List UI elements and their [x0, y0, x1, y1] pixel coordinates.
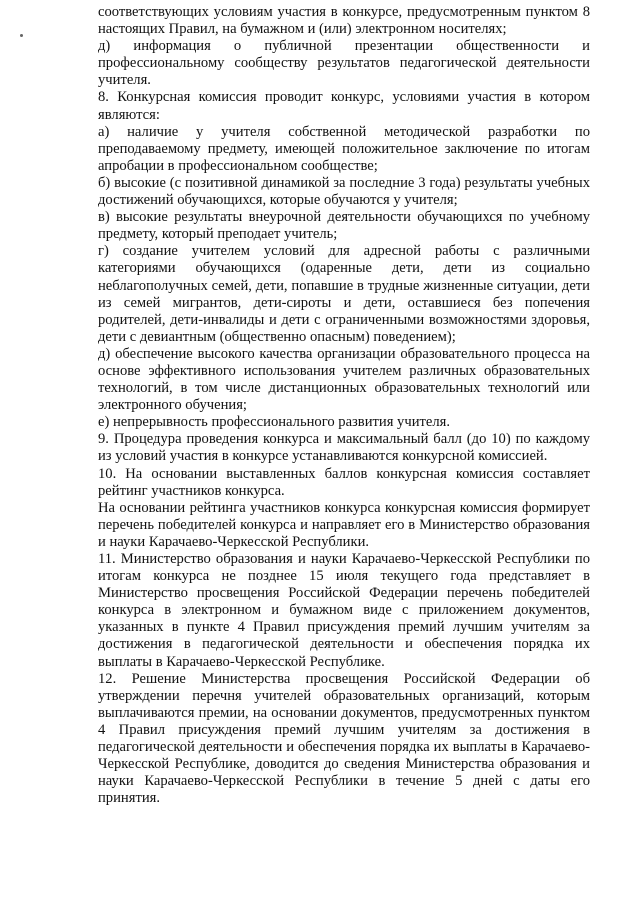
- paragraph-item-v: в) высокие результаты внеурочной деятельности обучающихся по учебному предмету, который преподает учитель;: [98, 209, 590, 243]
- paragraph-8: 8. Конкурсная комиссия проводит конкурс, условиями участия в котором являются:: [98, 89, 590, 123]
- paragraph-11: 11. Министерство образования и науки Карачаево-Черкесской Республики по итогам конкурса не позднее 15 июля текущего года представляет в Министерство просвещения Российской Федерации перечень победителей конкурса в электронном и бумажном виде с приложением документов, указанных в пункте 4 Правил присуждения премий лучшим учителям за достижения в педагогической деятельности и обеспечения порядка их выплаты в Карачаево-Черкесской Республике.: [98, 551, 590, 670]
- paragraph-continuation: соответствующих условиям участия в конкурсе, предусмотренным пунктом 8 настоящих Правил, на бумажном и (или) электронном носителях;: [98, 4, 590, 38]
- paragraph-item-e: е) непрерывность профессионального развития учителя.: [98, 414, 451, 431]
- paragraph-12: 12. Решение Министерства просвещения Российской Федерации об утверждении перечня учителей образовательных организаций, которым выплачиваются премии, на основании документов, предусмотренных пунктом 4 Правил присуждения премий лучшим учителям за достижения в педагогической деятельности и обеспечения порядка их выплаты в Карачаево-Черкесской Республике, доводится до сведения Министерства образования и науки Карачаево-Черкесской Республики в течение 5 дней с даты его принятия.: [98, 670, 590, 807]
- paragraph-item-g: г) создание учителем условий для адресной работы с различными категориями обучающихся (одаренные дети, дети из социально неблагополучных семей, дети, попавшие в трудные жизненные ситуации, дети из семей мигрантов, дети-сироты и дети, оставшиеся без попечения родителей, дети-инвалиды и дети с ограниченными возможностями здоровья, дети с девиантным (общественно опасным) поведением);: [98, 243, 590, 345]
- paragraph-item-d-quality: д) обеспечение высокого качества организации образовательного процесса на основе эффективного использования учителем различных образовательных технологий, в том числе дистанционных образовательных технологий или электронного обучения;: [98, 345, 590, 414]
- paragraph-item-b: б) высокие (с позитивной динамикой за последние 3 года) результаты учебных достижений обучающихся, которые обучаются у учителя;: [98, 174, 590, 209]
- paragraph-item-a: а) наличие у учителя собственной методической разработки по преподаваемому предмету, имеющей положительное заключение по итогам апробации в профессиональном сообществе;: [98, 123, 590, 174]
- paragraph-item-d-presentation: д) информация о публичной презентации общественности и профессиональному сообществу результатов педагогической деятельности учителя.: [98, 38, 590, 89]
- scan-speck: [20, 34, 23, 37]
- paragraph-9: 9. Процедура проведения конкурса и максимальный балл (до 10) по каждому из условий участия в конкурсе устанавливаются конкурсной комиссией.: [98, 431, 590, 465]
- document-body: [98, 4, 590, 807]
- paragraph-10-continued: На основании рейтинга участников конкурса конкурсная комиссия формирует перечень победителей конкурса и направляет его в Министерство образования и науки Карачаево-Черкесской Республики.: [98, 499, 590, 550]
- paragraph-10: 10. На основании выставленных баллов конкурсная комиссия составляет рейтинг участников конкурса.: [98, 465, 590, 499]
